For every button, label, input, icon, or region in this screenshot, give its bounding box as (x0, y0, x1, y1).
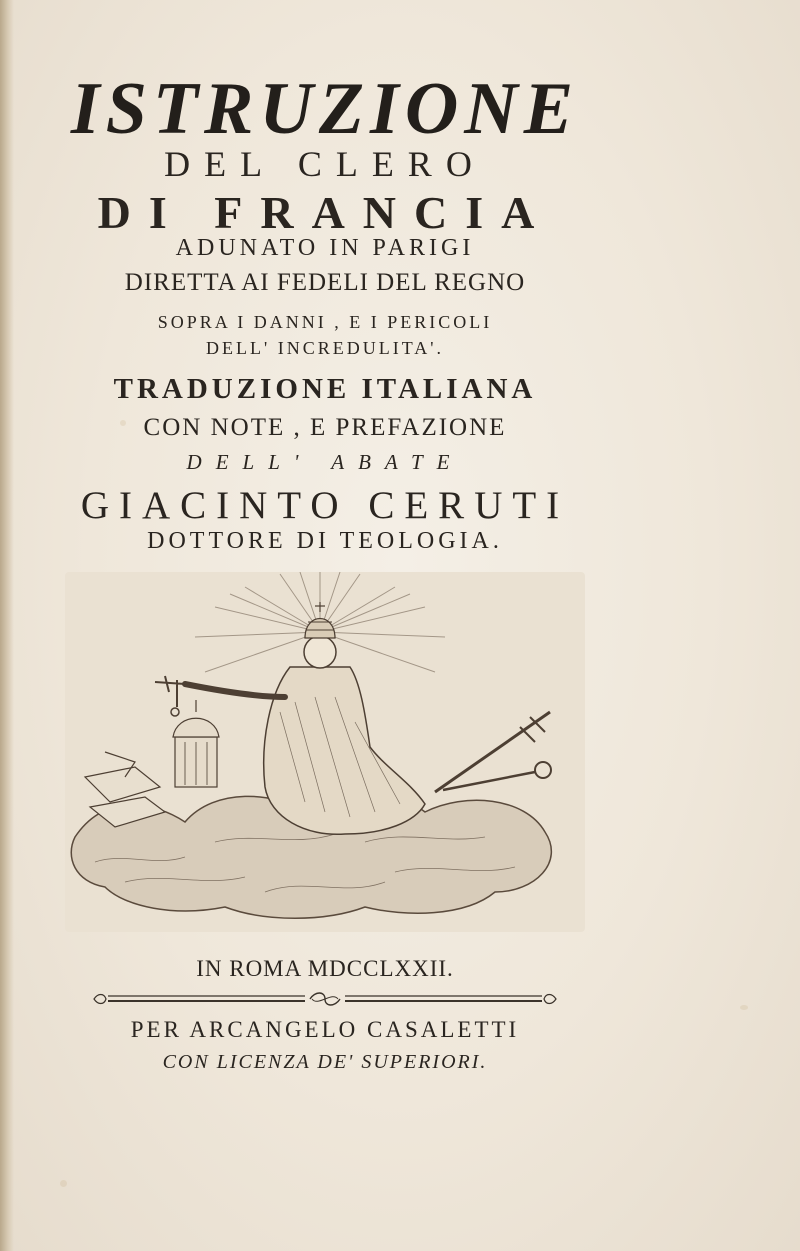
book-title: ISTRUZIONE (70, 68, 580, 150)
author-name: GIACINTO CERUTI (80, 484, 570, 527)
foxing-spot (60, 1180, 67, 1187)
notes-line: CON NOTE , E PREFAZIONE (143, 414, 507, 441)
title-line-adunato: ADUNATO IN PARIGI (175, 235, 475, 261)
ornamental-rule-icon (90, 987, 560, 1011)
title-line-clero: DEL CLERO (164, 144, 486, 184)
title-line-francia: DI FRANCIA (97, 187, 553, 238)
title-line-diretta: DIRETTA AI FEDELI DEL REGNO (124, 269, 526, 296)
author-title: DOTTORE DI TEOLOGIA. (147, 528, 503, 554)
abate-line: DELL' ABATE (186, 450, 464, 474)
title-line-sopra: SOPRA I DANNI , E I PERICOLI (157, 312, 493, 332)
place-and-date: IN ROMA MDCCLXXII. (196, 956, 454, 981)
foxing-spot (740, 1005, 748, 1010)
engraved-vignette (65, 572, 585, 932)
translation-line: TRADUZIONE ITALIANA (113, 373, 537, 405)
printer-name: PER ARCANGELO CASALETTI (130, 1017, 520, 1042)
vignette-figure-on-cloud-icon (65, 572, 585, 932)
title-line-incredulita: DELL' INCREDULITA'. (205, 338, 444, 358)
license-line: CON LICENZA DE' SUPERIORI. (162, 1051, 488, 1073)
